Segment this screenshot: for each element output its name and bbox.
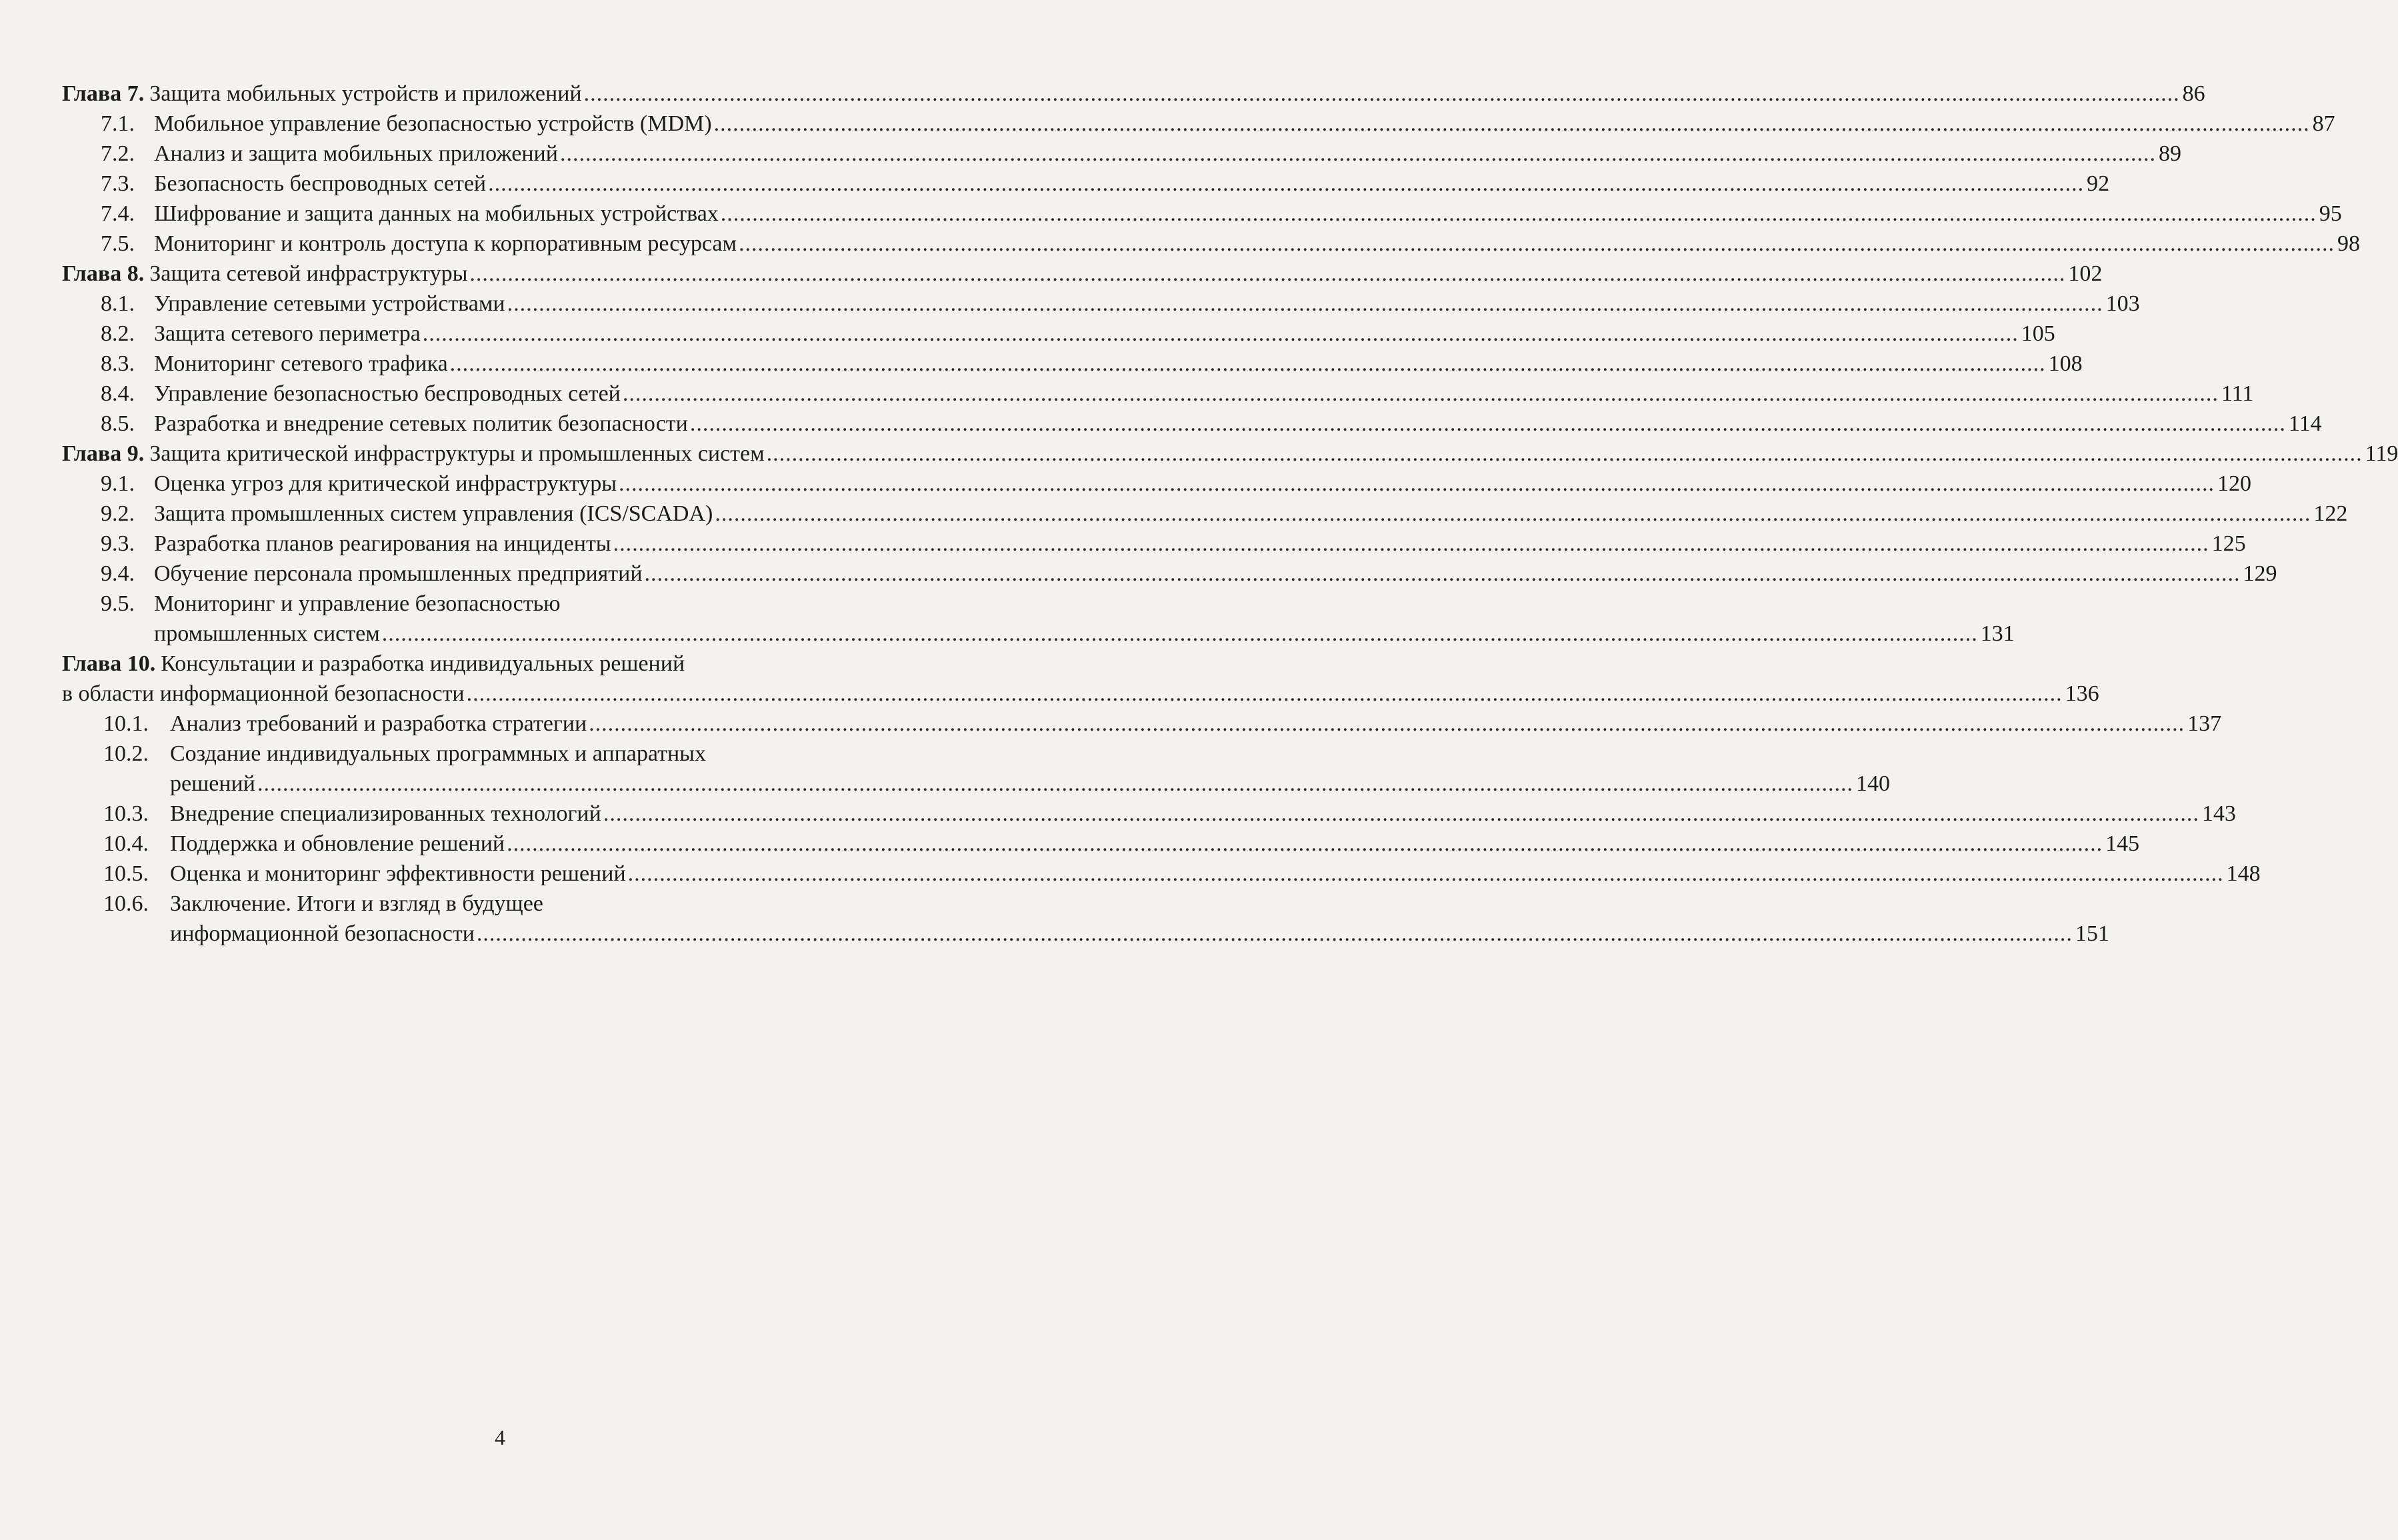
dot-leader xyxy=(739,229,2335,259)
toc-label: 10.1. xyxy=(103,711,149,736)
toc-page: 87 xyxy=(2312,111,2335,136)
toc-page: 108 xyxy=(2048,351,2083,376)
page-number: 4 xyxy=(495,1425,505,1449)
toc-section-10-6 xyxy=(62,889,937,919)
toc-title: Поддержка и обновление решений xyxy=(170,831,505,856)
dot-leader xyxy=(628,859,2224,889)
toc-section-9-3 xyxy=(62,529,2246,559)
toc-chapter-7 xyxy=(62,79,2205,109)
dot-leader xyxy=(423,319,2019,349)
toc-label: 9.2. xyxy=(101,501,135,526)
toc-section-8-1 xyxy=(62,289,2140,319)
toc-label: 10.4. xyxy=(103,831,149,856)
dot-leader xyxy=(721,199,2317,229)
toc-page: 137 xyxy=(2187,711,2222,736)
toc-title: Безопасность беспроводных сетей xyxy=(154,171,487,196)
toc-page: 145 xyxy=(2105,831,2140,856)
dot-leader xyxy=(477,919,2073,949)
toc-label: 7.4. xyxy=(101,201,135,226)
toc-page: 111 xyxy=(2221,381,2254,406)
toc-page: 143 xyxy=(2201,801,2236,826)
dot-leader xyxy=(467,679,2063,709)
dot-leader xyxy=(560,139,2156,169)
toc-page: 151 xyxy=(2075,921,2109,946)
toc-page: 95 xyxy=(2319,201,2342,226)
toc-section-9-5 xyxy=(62,589,937,619)
dot-leader xyxy=(690,409,2286,439)
toc-page: 125 xyxy=(2211,531,2246,556)
toc-section-8-5 xyxy=(62,409,2322,439)
toc-label: 8.2. xyxy=(101,321,135,346)
dot-leader xyxy=(257,769,1853,799)
toc-label: 10.6. xyxy=(103,891,149,916)
toc-section-7-5 xyxy=(62,229,2361,259)
toc-title: Мобильное управление безопасностью устройств (MDM) xyxy=(154,111,712,136)
dot-leader xyxy=(623,379,2219,409)
toc-label: 9.3. xyxy=(101,531,135,556)
toc-page: 92 xyxy=(2087,171,2110,196)
toc-title: Мониторинг и контроль доступа к корпоративным ресурсам xyxy=(154,231,737,256)
toc-title: Заключение. Итоги и взгляд в будущее xyxy=(170,891,543,916)
toc-title: Разработка и внедрение сетевых политик безопасности xyxy=(154,411,688,436)
toc-chapter-8 xyxy=(62,259,2103,289)
dot-leader xyxy=(507,829,2103,859)
toc-label: 7.3. xyxy=(101,171,135,196)
toc-section-10-6-continued xyxy=(62,919,2109,949)
toc-page: 114 xyxy=(2288,411,2322,436)
toc-title: Анализ и защита мобильных приложений xyxy=(154,141,558,166)
toc-label: 8.4. xyxy=(101,381,135,406)
toc-section-7-2 xyxy=(62,139,2181,169)
toc-title: Мониторинг сетевого трафика xyxy=(154,351,448,376)
toc-label: 7.5. xyxy=(101,231,135,256)
toc-chapter-10-continued xyxy=(62,679,2099,709)
toc-section-9-5-continued xyxy=(62,619,2015,649)
toc-section-8-3 xyxy=(62,349,2083,379)
toc-label: 8.5. xyxy=(101,411,135,436)
toc-title: Защита сетевой инфраструктуры xyxy=(149,261,468,286)
toc-title: в области информационной безопасности xyxy=(62,681,465,706)
toc-label: 7.2. xyxy=(101,141,135,166)
toc-page: 119 xyxy=(2365,441,2398,466)
toc-title: промышленных систем xyxy=(154,621,380,646)
toc-title: Мониторинг и управление безопасностью xyxy=(154,591,561,616)
toc-page: 148 xyxy=(2226,861,2261,886)
toc-title: Оценка угроз для критической инфраструктуры xyxy=(154,471,617,496)
toc-label: Глава 9. xyxy=(62,441,145,466)
dot-leader xyxy=(767,439,2363,469)
toc-page: 89 xyxy=(2158,141,2181,166)
dot-leader xyxy=(589,709,2185,739)
dot-leader xyxy=(714,109,2310,139)
toc-chapter-10 xyxy=(62,649,937,679)
toc-section-10-5 xyxy=(62,859,2261,889)
toc-section-7-1 xyxy=(62,109,2335,139)
toc-title: Внедрение специализированных технологий xyxy=(170,801,601,826)
toc-label: 9.4. xyxy=(101,561,135,586)
toc-label: 8.3. xyxy=(101,351,135,376)
toc-page: 122 xyxy=(2313,501,2348,526)
toc-title: информационной безопасности xyxy=(170,921,475,946)
toc-label: 9.5. xyxy=(101,591,135,616)
toc-title: Создание индивидуальных программных и аппаратных xyxy=(170,741,706,766)
dot-leader xyxy=(619,469,2215,499)
toc-label: 8.1. xyxy=(101,291,135,316)
toc-page: 120 xyxy=(2217,471,2252,496)
toc-page: 102 xyxy=(2068,261,2103,286)
dot-leader xyxy=(469,259,2065,289)
toc-label: Глава 7. xyxy=(62,81,145,106)
toc-page: 140 xyxy=(1855,771,1890,796)
toc-title: решений xyxy=(170,771,255,796)
toc-section-10-4 xyxy=(62,829,2140,859)
dot-leader xyxy=(603,799,2199,829)
toc-section-8-2 xyxy=(62,319,2055,349)
toc-page: 136 xyxy=(2065,681,2099,706)
toc-page: 98 xyxy=(2337,231,2361,256)
dot-leader xyxy=(645,559,2241,589)
toc-label: 9.1. xyxy=(101,471,135,496)
toc-title: Защита промышленных систем управления (ICS/SCADA) xyxy=(154,501,713,526)
dot-leader xyxy=(488,169,2084,199)
toc-section-7-3 xyxy=(62,169,2110,199)
toc-section-9-2 xyxy=(62,499,2348,529)
dot-leader xyxy=(382,619,1978,649)
table-of-contents xyxy=(62,79,2398,949)
toc-label: Глава 10. xyxy=(62,651,156,676)
toc-title: Защита мобильных устройств и приложений xyxy=(149,81,582,106)
dot-leader xyxy=(507,289,2103,319)
toc-label: 7.1. xyxy=(101,111,135,136)
toc-page: 103 xyxy=(2105,291,2140,316)
toc-title: Защита критической инфраструктуры и промышленных систем xyxy=(149,441,765,466)
toc-section-10-1 xyxy=(62,709,2222,739)
toc-label: 10.2. xyxy=(103,741,149,766)
toc-section-9-1 xyxy=(62,469,2252,499)
toc-title: Консультации и разработка индивидуальных решений xyxy=(161,651,685,676)
toc-section-10-3 xyxy=(62,799,2236,829)
dot-leader xyxy=(613,529,2209,559)
toc-title: Анализ требований и разработка стратегии xyxy=(170,711,587,736)
dot-leader xyxy=(584,79,2180,109)
toc-page: 86 xyxy=(2182,81,2205,106)
toc-label: 10.5. xyxy=(103,861,149,886)
toc-page: 131 xyxy=(1980,621,2015,646)
toc-section-9-4 xyxy=(62,559,2277,589)
dot-leader xyxy=(715,499,2311,529)
toc-title: Обучение персонала промышленных предприятий xyxy=(154,561,643,586)
toc-chapter-9 xyxy=(62,439,2398,469)
toc-title: Защита сетевого периметра xyxy=(154,321,421,346)
toc-section-8-4 xyxy=(62,379,2254,409)
toc-page: 129 xyxy=(2243,561,2277,586)
toc-title: Оценка и мониторинг эффективности решений xyxy=(170,861,626,886)
toc-section-7-4 xyxy=(62,199,2342,229)
toc-label: 10.3. xyxy=(103,801,149,826)
toc-title: Управление безопасностью беспроводных сетей xyxy=(154,381,621,406)
toc-page: 105 xyxy=(2021,321,2055,346)
toc-title: Разработка планов реагирования на инциденты xyxy=(154,531,611,556)
toc-section-10-2-continued xyxy=(62,769,1890,799)
toc-title: Шифрование и защита данных на мобильных устройствах xyxy=(154,201,719,226)
toc-section-10-2 xyxy=(62,739,937,769)
dot-leader xyxy=(450,349,2046,379)
toc-label: Глава 8. xyxy=(62,261,145,286)
toc-title: Управление сетевыми устройствами xyxy=(154,291,505,316)
